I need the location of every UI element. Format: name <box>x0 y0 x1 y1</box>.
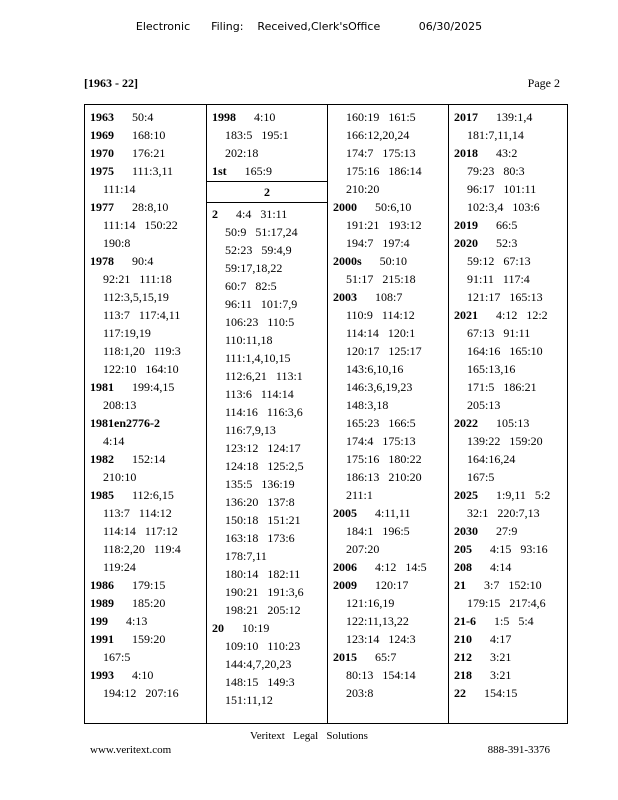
index-reference-line: 114:16 116:3,6 <box>225 405 303 419</box>
index-reference-line: 198:21 205:12 <box>225 603 301 617</box>
index-reference-line: 59:12 67:13 <box>467 254 531 268</box>
index-reference: 199:4,15 <box>132 380 175 394</box>
index-reference-line: 106:23 110:5 <box>225 315 295 329</box>
index-reference-line: 116:7,9,13 <box>225 423 276 437</box>
index-reference-line: 146:3,6,19,23 <box>346 380 413 394</box>
index-entry <box>454 414 567 432</box>
index-reference: 1:9,11 5:2 <box>496 488 551 502</box>
index-reference-line: 118:2,20 119:4 <box>103 542 181 556</box>
index-reference-line: 111:1,4,10,15 <box>225 351 291 365</box>
index-entry <box>333 504 448 522</box>
index-entry <box>90 252 206 270</box>
word-index-table <box>84 104 568 724</box>
index-reference-line: 114:14 120:1 <box>346 326 416 340</box>
index-reference-line: 179:15 217:4,6 <box>467 596 546 610</box>
index-reference: 112:6,15 <box>132 488 174 502</box>
index-reference-line: 117:19,19 <box>103 326 151 340</box>
index-reference: 4:10 <box>254 110 276 124</box>
index-reference-line: 210:10 <box>103 470 137 484</box>
index-reference: 179:15 <box>132 578 166 592</box>
index-reference: 4:10 <box>132 668 154 682</box>
index-reference: 50:4 <box>132 110 154 124</box>
index-term: 1981en2776-2 <box>90 416 160 430</box>
index-entry <box>90 630 206 648</box>
index-reference-line: 163:18 173:6 <box>225 531 295 545</box>
index-reference: 10:19 <box>242 621 270 635</box>
index-reference-line: 121:17 165:13 <box>467 290 543 304</box>
index-reference: 4:12 12:2 <box>496 308 548 322</box>
index-term: 2 <box>212 207 218 221</box>
index-reference: 152:14 <box>132 452 166 466</box>
index-reference: 111:3,11 <box>132 164 173 178</box>
index-reference: 28:8,10 <box>132 200 169 214</box>
index-reference-line: 113:7 114:12 <box>103 506 172 520</box>
index-reference-line: 118:1,20 119:3 <box>103 344 181 358</box>
index-term: 1981 <box>90 380 114 394</box>
index-term: 212 <box>454 650 472 664</box>
index-term: 1977 <box>90 200 114 214</box>
index-entry <box>454 234 567 252</box>
index-reference: 50:6,10 <box>375 200 412 214</box>
index-term: 2021 <box>454 308 478 322</box>
index-reference: 165:9 <box>244 164 273 178</box>
index-reference-line: 111:14 150:22 <box>103 218 178 232</box>
index-entry <box>90 126 206 144</box>
index-reference: 159:20 <box>132 632 166 646</box>
index-reference-line: 114:14 117:12 <box>103 524 178 538</box>
index-term: 22 <box>454 686 466 700</box>
index-term: 2009 <box>333 578 357 592</box>
index-reference-line: 80:13 154:14 <box>346 668 416 682</box>
index-term: 205 <box>454 542 472 556</box>
index-reference-line: 194:7 197:4 <box>346 236 410 250</box>
index-reference-line: 174:4 175:13 <box>346 434 416 448</box>
index-reference: 65:7 <box>375 650 397 664</box>
index-reference-line: 121:16,19 <box>346 596 395 610</box>
index-reference-line: 119:24 <box>103 560 136 574</box>
footer-website: www.veritext.com <box>90 744 172 756</box>
index-reference: 185:20 <box>132 596 166 610</box>
index-reference-line: 113:7 117:4,11 <box>103 308 181 322</box>
index-term: 1993 <box>90 668 114 682</box>
index-reference: 43:2 <box>496 146 518 160</box>
index-term: 1970 <box>90 146 114 160</box>
index-entry <box>454 144 567 162</box>
index-reference: 50:10 <box>379 254 408 268</box>
index-reference-line: 139:22 159:20 <box>467 434 543 448</box>
index-entry <box>454 108 567 126</box>
index-reference-line: 67:13 91:11 <box>467 326 531 340</box>
index-entry <box>454 522 567 540</box>
index-reference-line: 96:11 101:7,9 <box>225 297 298 311</box>
index-term: 2000 <box>333 200 357 214</box>
index-reference-line: 210:20 <box>346 182 380 196</box>
index-reference-line: 122:10 164:10 <box>103 362 179 376</box>
index-term: 1991 <box>90 632 114 646</box>
index-reference-line: 207:20 <box>346 542 380 556</box>
index-entry <box>333 558 448 576</box>
index-reference: 3:21 <box>490 650 512 664</box>
index-entry <box>333 252 448 270</box>
index-reference-line: 79:23 80:3 <box>467 164 525 178</box>
index-entry <box>454 612 567 630</box>
index-reference-line: 144:4,7,20,23 <box>225 657 292 671</box>
index-reference: 4:12 14:5 <box>375 560 427 574</box>
index-term: 199 <box>90 614 108 628</box>
index-reference-line: 208:13 <box>103 398 137 412</box>
index-reference-line: 120:17 125:17 <box>346 344 422 358</box>
index-term: 2019 <box>454 218 478 232</box>
index-reference-line: 50:9 51:17,24 <box>225 225 298 239</box>
index-entry <box>90 144 206 162</box>
index-term: 20 <box>212 621 224 635</box>
index-term: 2000s <box>333 254 362 268</box>
index-reference-line: 4:14 <box>103 434 125 448</box>
index-reference-line: 175:16 180:22 <box>346 452 422 466</box>
index-reference-line: 167:5 <box>467 470 495 484</box>
index-reference-line: 111:14 <box>103 182 136 196</box>
index-reference-line: 164:16 165:10 <box>467 344 543 358</box>
index-reference-line: 124:18 125:2,5 <box>225 459 304 473</box>
footer-company: Veritext Legal Solutions <box>250 730 368 742</box>
index-column-2 <box>206 105 327 723</box>
index-reference-line: 32:1 220:7,13 <box>467 506 540 520</box>
index-reference-line: 165:23 166:5 <box>346 416 416 430</box>
index-entry <box>454 540 567 558</box>
index-reference-line: 165:13,16 <box>467 362 516 376</box>
index-entry <box>212 205 327 223</box>
index-entry <box>90 108 206 126</box>
index-term: 1998 <box>212 110 236 124</box>
index-reference-line: 211:1 <box>346 488 373 502</box>
index-reference-line: 110:11,18 <box>225 333 273 347</box>
index-reference: 4:11,11 <box>375 506 411 520</box>
index-term: 1985 <box>90 488 114 502</box>
index-term: 2003 <box>333 290 357 304</box>
index-reference-line: 178:7,11 <box>225 549 267 563</box>
index-reference: 168:10 <box>132 128 166 142</box>
index-term: 2022 <box>454 416 478 430</box>
index-reference-line: 190:8 <box>103 236 131 250</box>
index-reference-line: 184:1 196:5 <box>346 524 410 538</box>
index-entry <box>454 630 567 648</box>
index-entry <box>333 288 448 306</box>
index-reference-line: 92:21 111:18 <box>103 272 172 286</box>
index-entry <box>454 648 567 666</box>
efiling-header: Electronic Filing: Received,Clerk'sOffice 06/30/2025 <box>135 20 483 33</box>
index-reference-line: 113:6 114:14 <box>225 387 294 401</box>
index-reference: 4:15 93:16 <box>490 542 548 556</box>
index-reference: 120:17 <box>375 578 409 592</box>
index-term: 1982 <box>90 452 114 466</box>
index-reference-line: 96:17 101:11 <box>467 182 537 196</box>
index-term: 1st <box>212 164 227 178</box>
index-entry <box>90 666 206 684</box>
index-reference-line: 143:6,10,16 <box>346 362 404 376</box>
index-reference-line: 123:14 124:3 <box>346 632 416 646</box>
index-reference-line: 203:8 <box>346 686 374 700</box>
index-reference-line: 122:11,13,22 <box>346 614 409 628</box>
index-reference-line: 102:3,4 103:6 <box>467 200 540 214</box>
index-reference-line: 171:5 186:21 <box>467 380 537 394</box>
index-reference: 3:7 152:10 <box>484 578 542 592</box>
index-reference-line: 194:12 207:16 <box>103 686 179 700</box>
index-reference-line: 60:7 82:5 <box>225 279 277 293</box>
index-term: 21-6 <box>454 614 476 628</box>
index-reference: 90:4 <box>132 254 154 268</box>
index-entry <box>454 666 567 684</box>
index-column-4 <box>448 105 567 723</box>
index-entry <box>90 612 206 630</box>
index-term: 2020 <box>454 236 478 250</box>
index-entry <box>212 162 327 180</box>
index-term: 208 <box>454 560 472 574</box>
index-entry <box>333 198 448 216</box>
index-reference-line: 110:9 114:12 <box>346 308 415 322</box>
index-reference: 154:15 <box>484 686 518 700</box>
index-reference: 4:4 31:11 <box>236 207 288 221</box>
index-term: 2018 <box>454 146 478 160</box>
index-entry <box>90 414 206 432</box>
index-entry <box>333 648 448 666</box>
index-reference: 105:13 <box>496 416 530 430</box>
index-reference: 108:7 <box>375 290 403 304</box>
index-term: 1975 <box>90 164 114 178</box>
index-entry <box>90 198 206 216</box>
index-entry <box>212 619 327 637</box>
index-reference-line: 167:5 <box>103 650 131 664</box>
index-entry <box>454 684 567 702</box>
index-reference-line: 148:3,18 <box>346 398 389 412</box>
index-entry <box>90 594 206 612</box>
index-reference: 1:5 5:4 <box>494 614 534 628</box>
index-entry <box>454 216 567 234</box>
index-entry <box>90 450 206 468</box>
section-header: 2 <box>207 181 327 203</box>
index-reference: 3:21 <box>490 668 512 682</box>
index-reference-line: 166:12,20,24 <box>346 128 410 142</box>
index-term: 218 <box>454 668 472 682</box>
index-term: 1989 <box>90 596 114 610</box>
index-term: 21 <box>454 578 466 592</box>
index-reference-line: 112:3,5,15,19 <box>103 290 169 304</box>
index-reference-line: 190:21 191:3,6 <box>225 585 304 599</box>
index-reference-line: 148:15 149:3 <box>225 675 295 689</box>
index-reference-line: 181:7,11,14 <box>467 128 524 142</box>
index-reference-line: 136:20 137:8 <box>225 495 295 509</box>
index-entry <box>454 306 567 324</box>
index-reference-line: 175:16 186:14 <box>346 164 422 178</box>
index-entry <box>90 486 206 504</box>
index-reference: 27:9 <box>496 524 518 538</box>
index-reference-line: 191:21 193:12 <box>346 218 422 232</box>
index-reference-line: 174:7 175:13 <box>346 146 416 160</box>
index-term: 2005 <box>333 506 357 520</box>
index-term: 1963 <box>90 110 114 124</box>
index-reference: 139:1,4 <box>496 110 533 124</box>
index-term: 2006 <box>333 560 357 574</box>
index-reference: 176:21 <box>132 146 166 160</box>
index-reference-line: 51:17 215:18 <box>346 272 416 286</box>
index-entry <box>454 558 567 576</box>
index-reference-line: 202:18 <box>225 146 259 160</box>
index-reference: 4:14 <box>490 560 512 574</box>
index-entry <box>333 576 448 594</box>
index-reference-line: 123:12 124:17 <box>225 441 301 455</box>
index-reference: 4:13 <box>126 614 148 628</box>
index-reference: 4:17 <box>490 632 512 646</box>
index-reference-line: 180:14 182:11 <box>225 567 301 581</box>
index-reference-line: 186:13 210:20 <box>346 470 422 484</box>
index-reference-line: 164:16,24 <box>467 452 516 466</box>
index-term: 210 <box>454 632 472 646</box>
index-column-1 <box>85 105 206 723</box>
index-reference-line: 112:6,21 113:1 <box>225 369 303 383</box>
index-entry <box>212 108 327 126</box>
index-term: 1986 <box>90 578 114 592</box>
index-entry <box>90 162 206 180</box>
index-reference: 66:5 <box>496 218 518 232</box>
index-range-label: [1963 - 22] <box>84 76 138 90</box>
index-reference-line: 52:23 59:4,9 <box>225 243 292 257</box>
index-term: 1978 <box>90 254 114 268</box>
index-reference-line: 183:5 195:1 <box>225 128 289 142</box>
index-reference-line: 59:17,18,22 <box>225 261 283 275</box>
index-term: 2015 <box>333 650 357 664</box>
index-entry <box>90 378 206 396</box>
index-column-3 <box>327 105 448 723</box>
index-entry <box>454 486 567 504</box>
page-number-label: Page 2 <box>527 76 560 90</box>
index-entry <box>90 576 206 594</box>
index-reference-line: 91:11 117:4 <box>467 272 530 286</box>
index-entry <box>454 576 567 594</box>
index-reference-line: 151:11,12 <box>225 693 273 707</box>
index-reference: 52:3 <box>496 236 518 250</box>
index-reference-line: 160:19 161:5 <box>346 110 416 124</box>
index-reference-line: 205:13 <box>467 398 501 412</box>
index-term: 1969 <box>90 128 114 142</box>
index-reference-line: 135:5 136:19 <box>225 477 295 491</box>
index-term: 2030 <box>454 524 478 538</box>
footer-phone: 888-391-3376 <box>487 744 550 756</box>
index-reference-line: 109:10 110:23 <box>225 639 301 653</box>
index-term: 2017 <box>454 110 478 124</box>
index-term: 2025 <box>454 488 478 502</box>
index-reference-line: 150:18 151:21 <box>225 513 301 527</box>
